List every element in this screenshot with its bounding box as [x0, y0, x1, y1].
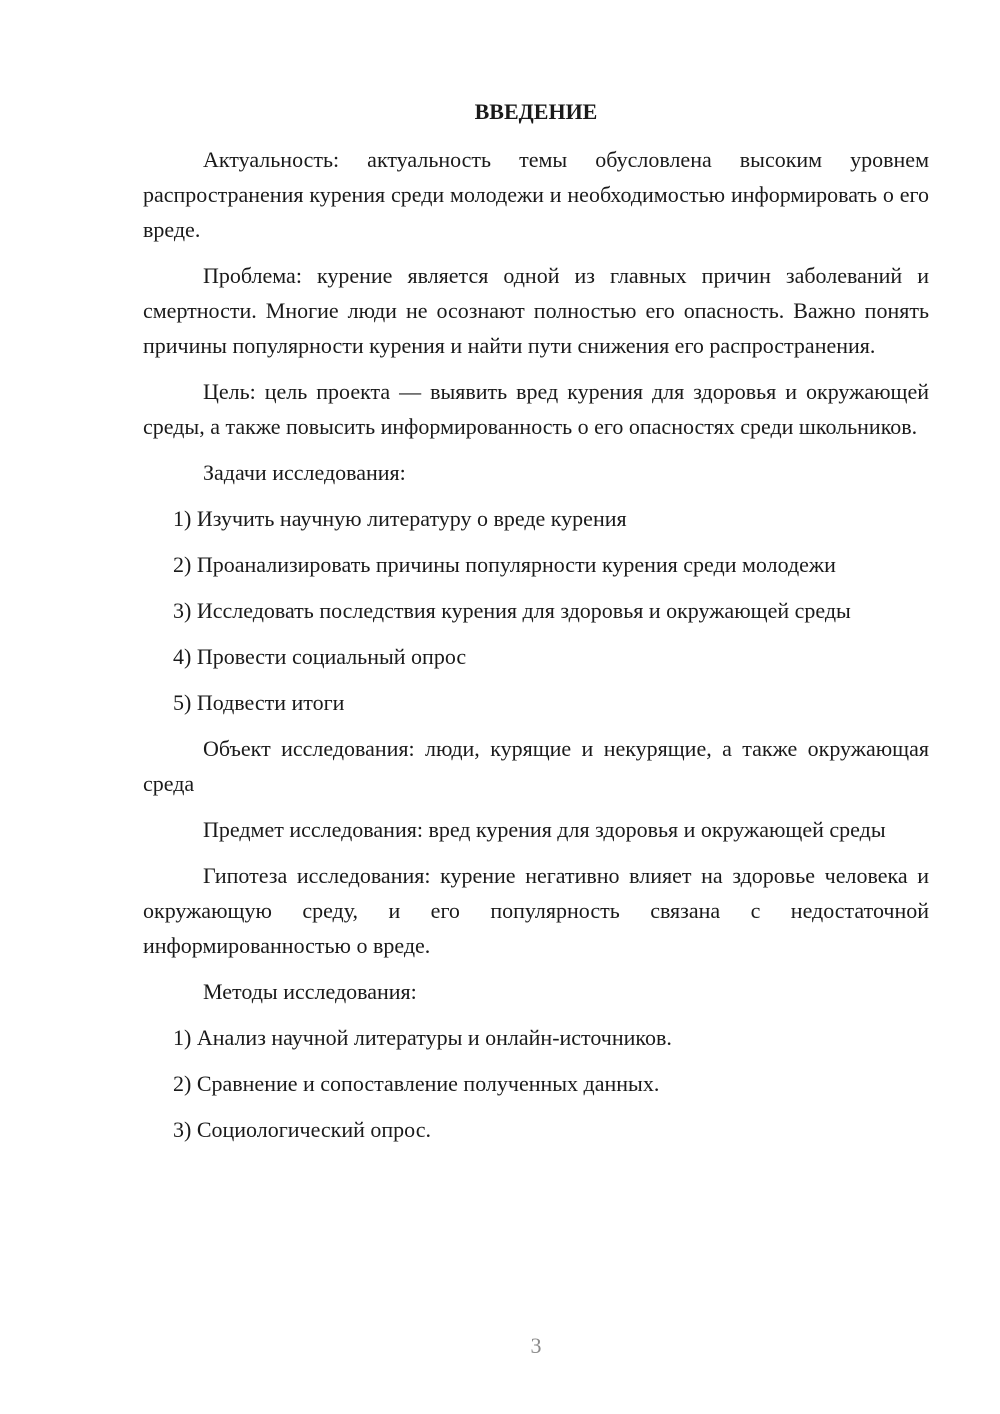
relevance-paragraph: Актуальность: актуальность темы обусловлена высоким уровнем распространения курения среди молодежи и необходимостью информировать о его вреде. [143, 147, 929, 242]
method-item-3: 3) Социологический опрос. [173, 1117, 431, 1142]
document-page [143, 94, 929, 1158]
tasks-heading: Задачи исследования: [203, 460, 406, 485]
methods-heading: Методы исследования: [203, 979, 417, 1004]
task-item-3: 3) Исследовать последствия курения для здоровья и окружающей среды [173, 598, 851, 623]
section-title: ВВЕДЕНИЕ [474, 99, 598, 124]
method-item-1: 1) Анализ научной литературы и онлайн-источников. [173, 1025, 672, 1050]
task-item-4: 4) Провести социальный опрос [173, 644, 467, 669]
task-item-2: 2) Проанализировать причины популярности курения среди молодежи [173, 552, 836, 577]
object-paragraph: Объект исследования: люди, курящие и некурящие, а также окружающая среда [143, 736, 929, 796]
problem-paragraph: Проблема: курение является одной из главных причин заболеваний и смертности. Многие люди не осознают полностью его опасность. Важно понять причины популярности курения и найти пути снижения его распространения. [143, 263, 929, 358]
hypothesis-paragraph: Гипотеза исследования: курение негативно влияет на здоровье человека и окружающую среду, и его популярность связана с недостаточной информированностью о вреде. [143, 863, 929, 958]
page-number: 3 [530, 1333, 542, 1358]
method-item-2: 2) Сравнение и сопоставление полученных данных. [173, 1071, 660, 1096]
task-item-1: 1) Изучить научную литературу о вреде курения [173, 506, 627, 531]
task-item-5: 5) Подвести итоги [173, 690, 345, 715]
goal-paragraph: Цель: цель проекта — выявить вред курения для здоровья и окружающей среды, а также повысить информированность о его опасностях среди школьников. [143, 379, 929, 439]
subject-paragraph: Предмет исследования: вред курения для здоровья и окружающей среды [203, 817, 886, 842]
